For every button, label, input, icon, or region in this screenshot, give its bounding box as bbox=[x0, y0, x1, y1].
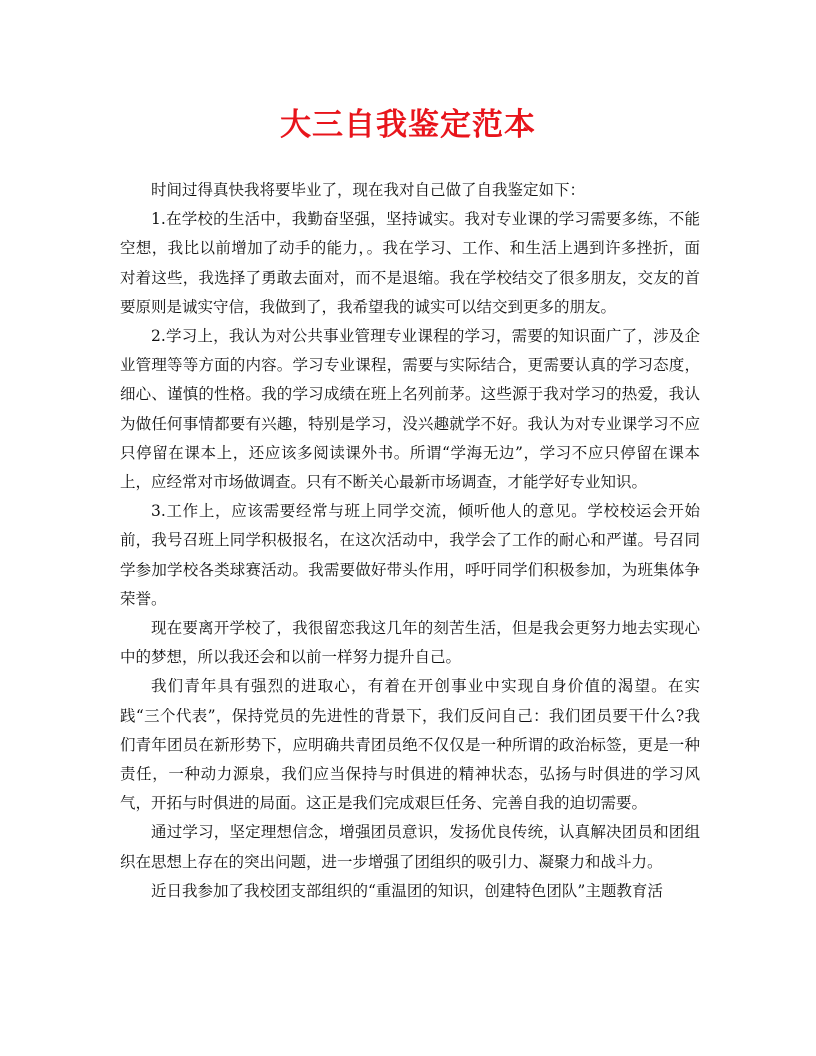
document-body bbox=[120, 176, 700, 906]
paragraph-point-2: 2.学习上，我认为对公共事业管理专业课程的学习，需要的知识面广了，涉及企业管理等等方面的内容。学习专业课程，需要与实际结合，更需要认真的学习态度，细心、谨慎的性格。我的学习成绩在班上名列前茅。这些源于我对学习的热爱，我认为做任何事情都要有兴趣，特别是学习，没兴趣就学不好。我认为对专业课学习不应只停留在课本上，还应该多阅读课外书。所谓“学海无边”，学习不应只停留在课本上，应经常对市场做调查。只有不断关心最新市场调查，才能学好专业知识。 bbox=[120, 327, 700, 492]
document-title: 大三自我鉴定范本 bbox=[280, 107, 536, 143]
paragraph-recent-activity: 近日我参加了我校团支部组织的“重温团的知识，创建特色团队”主题教育活 bbox=[151, 881, 663, 900]
paragraph-leaving-school: 现在要离开学校了，我很留恋我这几年的刻苦生活，但是我会更努力地去实现心中的梦想，所以我还会和以前一样努力提升自己。 bbox=[120, 619, 700, 667]
paragraph-point-3: 3.工作上，应该需要经常与班上同学交流，倾听他人的意见。学校校运会开始前，我号召班上同学积极报名，在这次活动中，我学会了工作的耐心和严谨。号召同学参加学校各类球赛活动。我需要做好带头作用，呼吁同学们积极参加，为班集体争荣誉。 bbox=[120, 502, 700, 608]
paragraph-study: 通过学习，坚定理想信念，增强团员意识，发扬优良传统，认真解决团员和团组织在思想上存在的突出问题，进一步增强了团组织的吸引力、凝聚力和战斗力。 bbox=[120, 823, 700, 871]
paragraph-intro: 时间过得真快我将要毕业了，现在我对自己做了自我鉴定如下： bbox=[151, 181, 586, 199]
paragraph-point-1: 1.在学校的生活中，我勤奋坚强，坚持诚实。我对专业课的学习需要多练，不能空想，我比以前增加了动手的能力，。我在学习、工作、和生活上遇到许多挫折，面对着这些，我选择了勇敢去面对，而不是退缩。我在学校结交了很多朋友，交友的首要原则是诚实守信，我做到了，我希望我的诚实可以结交到更多的朋友。 bbox=[120, 210, 700, 316]
paragraph-youth: 我们青年具有强烈的进取心，有着在开创事业中实现自身价值的渴望。在实践“三个代表”，保持党员的先进性的背景下，我们反问自己：我们团员要干什么?我们青年团员在新形势下，应明确共青团员绝不仅仅是一种所谓的政治标签，更是一种责任，一种动力源泉，我们应当保持与时俱进的精神状态，弘扬与时俱进的学习风气，开拓与时俱进的局面。这正是我们完成艰巨任务、完善自我的迫切需要。 bbox=[120, 677, 700, 813]
